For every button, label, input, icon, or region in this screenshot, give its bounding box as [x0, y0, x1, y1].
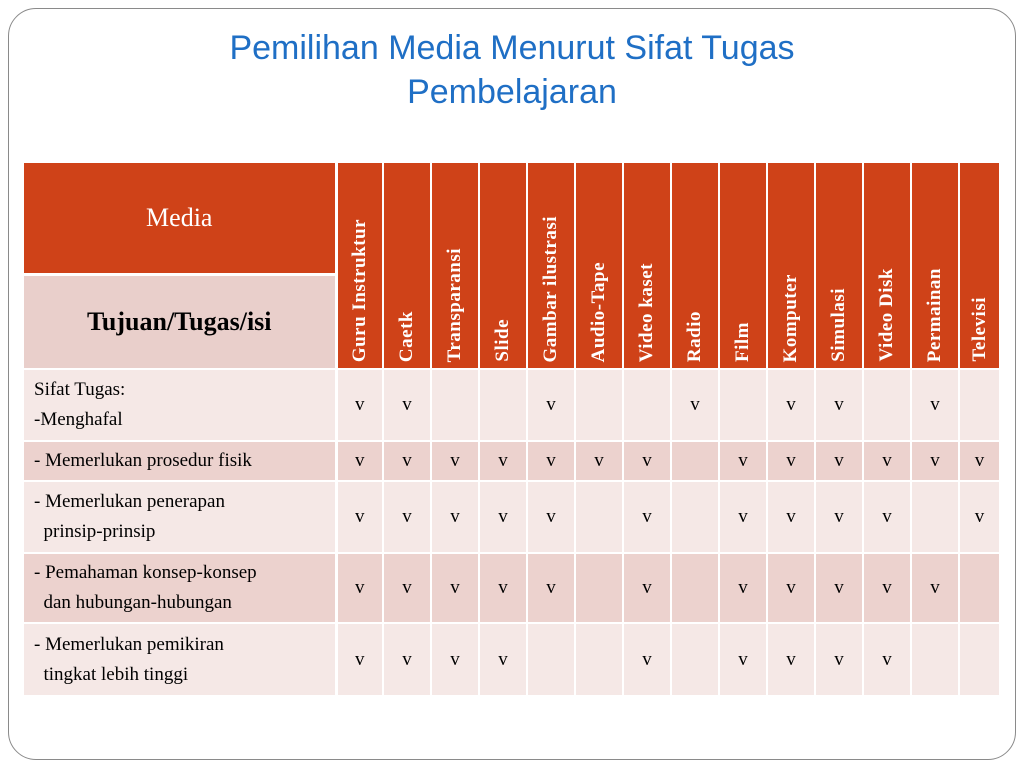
check-cell: v	[719, 481, 767, 553]
check-cell: v	[863, 623, 911, 695]
check-cell	[479, 369, 527, 441]
check-cell: v	[623, 481, 671, 553]
col-header-label: Gambar ilustrasi	[540, 215, 561, 362]
check-cell	[431, 369, 479, 441]
row-category-line2: dan hubungan-hubungan	[34, 592, 232, 613]
header-tujuan: Tujuan/Tugas/isi	[24, 275, 336, 370]
row-category	[24, 553, 336, 623]
col-header	[575, 163, 623, 369]
col-header	[959, 163, 999, 369]
table-row	[24, 623, 999, 695]
check-cell: v	[383, 481, 431, 553]
check-cell	[575, 481, 623, 553]
check-cell	[575, 369, 623, 441]
check-cell: v	[527, 481, 575, 553]
col-header-label: Film	[732, 322, 753, 362]
check-cell: v	[671, 369, 719, 441]
slide-title	[0, 26, 1024, 114]
check-cell: v	[623, 623, 671, 695]
check-cell	[959, 553, 999, 623]
col-header-label: Komputer	[780, 273, 801, 362]
col-header-label: Permainan	[924, 267, 945, 362]
check-cell: v	[527, 441, 575, 481]
col-header	[671, 163, 719, 369]
check-cell: v	[815, 553, 863, 623]
media-selection-table	[24, 163, 999, 695]
col-header-label: Radio	[684, 310, 705, 362]
check-cell: v	[863, 553, 911, 623]
check-cell: v	[959, 441, 999, 481]
col-header-label: Video Disk	[876, 268, 897, 362]
table-row	[24, 553, 999, 623]
col-header-label: Simulasi	[828, 288, 849, 362]
check-cell: v	[767, 553, 815, 623]
col-header-label: Caetk	[396, 310, 417, 362]
col-header	[719, 163, 767, 369]
check-cell: v	[383, 553, 431, 623]
check-cell	[575, 623, 623, 695]
row-category-line1: - Memerlukan prosedur fisik	[34, 450, 252, 471]
col-header	[527, 163, 575, 369]
check-cell: v	[479, 481, 527, 553]
col-header	[767, 163, 815, 369]
check-cell: v	[767, 369, 815, 441]
check-cell: v	[959, 481, 999, 553]
check-cell: v	[719, 441, 767, 481]
check-cell: v	[431, 441, 479, 481]
col-header	[479, 163, 527, 369]
check-cell	[863, 369, 911, 441]
col-header	[431, 163, 479, 369]
row-category	[24, 369, 336, 441]
check-cell: v	[767, 441, 815, 481]
check-cell	[671, 623, 719, 695]
check-cell: v	[527, 553, 575, 623]
row-category-line1: - Memerlukan penerapan	[34, 491, 225, 512]
col-header	[911, 163, 959, 369]
check-cell: v	[863, 481, 911, 553]
check-cell	[527, 623, 575, 695]
check-cell: v	[911, 553, 959, 623]
check-cell: v	[815, 441, 863, 481]
row-category-line2: -Menghafal	[34, 409, 123, 430]
title-line-2: Pembelajaran	[407, 73, 617, 111]
check-cell: v	[336, 623, 383, 695]
col-header	[383, 163, 431, 369]
check-cell	[575, 553, 623, 623]
check-cell	[959, 623, 999, 695]
check-cell: v	[431, 623, 479, 695]
table-row	[24, 481, 999, 553]
header-media: Media	[24, 163, 336, 275]
check-cell: v	[863, 441, 911, 481]
check-cell: v	[623, 553, 671, 623]
row-category	[24, 623, 336, 695]
check-cell: v	[575, 441, 623, 481]
check-cell: v	[383, 441, 431, 481]
check-cell: v	[767, 481, 815, 553]
check-cell: v	[383, 623, 431, 695]
check-cell: v	[336, 441, 383, 481]
col-header-label: Televisi	[968, 297, 990, 362]
check-cell	[671, 553, 719, 623]
check-cell	[623, 369, 671, 441]
check-cell: v	[911, 441, 959, 481]
check-cell: v	[623, 441, 671, 481]
check-cell: v	[719, 553, 767, 623]
check-cell: v	[815, 481, 863, 553]
check-cell	[719, 369, 767, 441]
check-cell: v	[911, 369, 959, 441]
title-line-1: Pemilihan Media Menurut Sifat Tugas	[229, 29, 795, 67]
check-cell: v	[815, 623, 863, 695]
col-header	[623, 163, 671, 369]
col-header	[863, 163, 911, 369]
col-header-label: Slide	[492, 319, 513, 362]
check-cell: v	[431, 553, 479, 623]
col-header-label: Transparansi	[444, 247, 465, 362]
check-cell	[959, 369, 999, 441]
check-cell: v	[479, 441, 527, 481]
row-category-line2: tingkat lebih tinggi	[34, 663, 189, 685]
check-cell: v	[719, 623, 767, 695]
check-cell: v	[383, 369, 431, 441]
check-cell: v	[767, 623, 815, 695]
row-category	[24, 441, 336, 481]
check-cell: v	[336, 369, 383, 441]
check-cell: v	[479, 623, 527, 695]
row-category-line1: - Memerlukan pemikiran	[34, 633, 224, 655]
row-category-line1: - Pemahaman konsep-konsep	[34, 562, 257, 583]
check-cell: v	[431, 481, 479, 553]
col-header	[815, 163, 863, 369]
check-cell: v	[479, 553, 527, 623]
check-cell	[671, 481, 719, 553]
check-cell	[911, 623, 959, 695]
row-category	[24, 481, 336, 553]
table-row	[24, 369, 999, 441]
row-category-line2: prinsip-prinsip	[34, 521, 156, 542]
check-cell: v	[815, 369, 863, 441]
check-cell: v	[336, 553, 383, 623]
check-cell: v	[527, 369, 575, 441]
col-header-label: Guru Instruktur	[348, 218, 370, 362]
col-header	[336, 163, 383, 369]
col-header-label: Audio-Tape	[588, 261, 609, 362]
row-category-line1: Sifat Tugas:	[34, 379, 126, 400]
col-header-label: Video kaset	[636, 262, 657, 362]
table-row	[24, 441, 999, 481]
check-cell	[671, 441, 719, 481]
check-cell	[911, 481, 959, 553]
check-cell: v	[336, 481, 383, 553]
